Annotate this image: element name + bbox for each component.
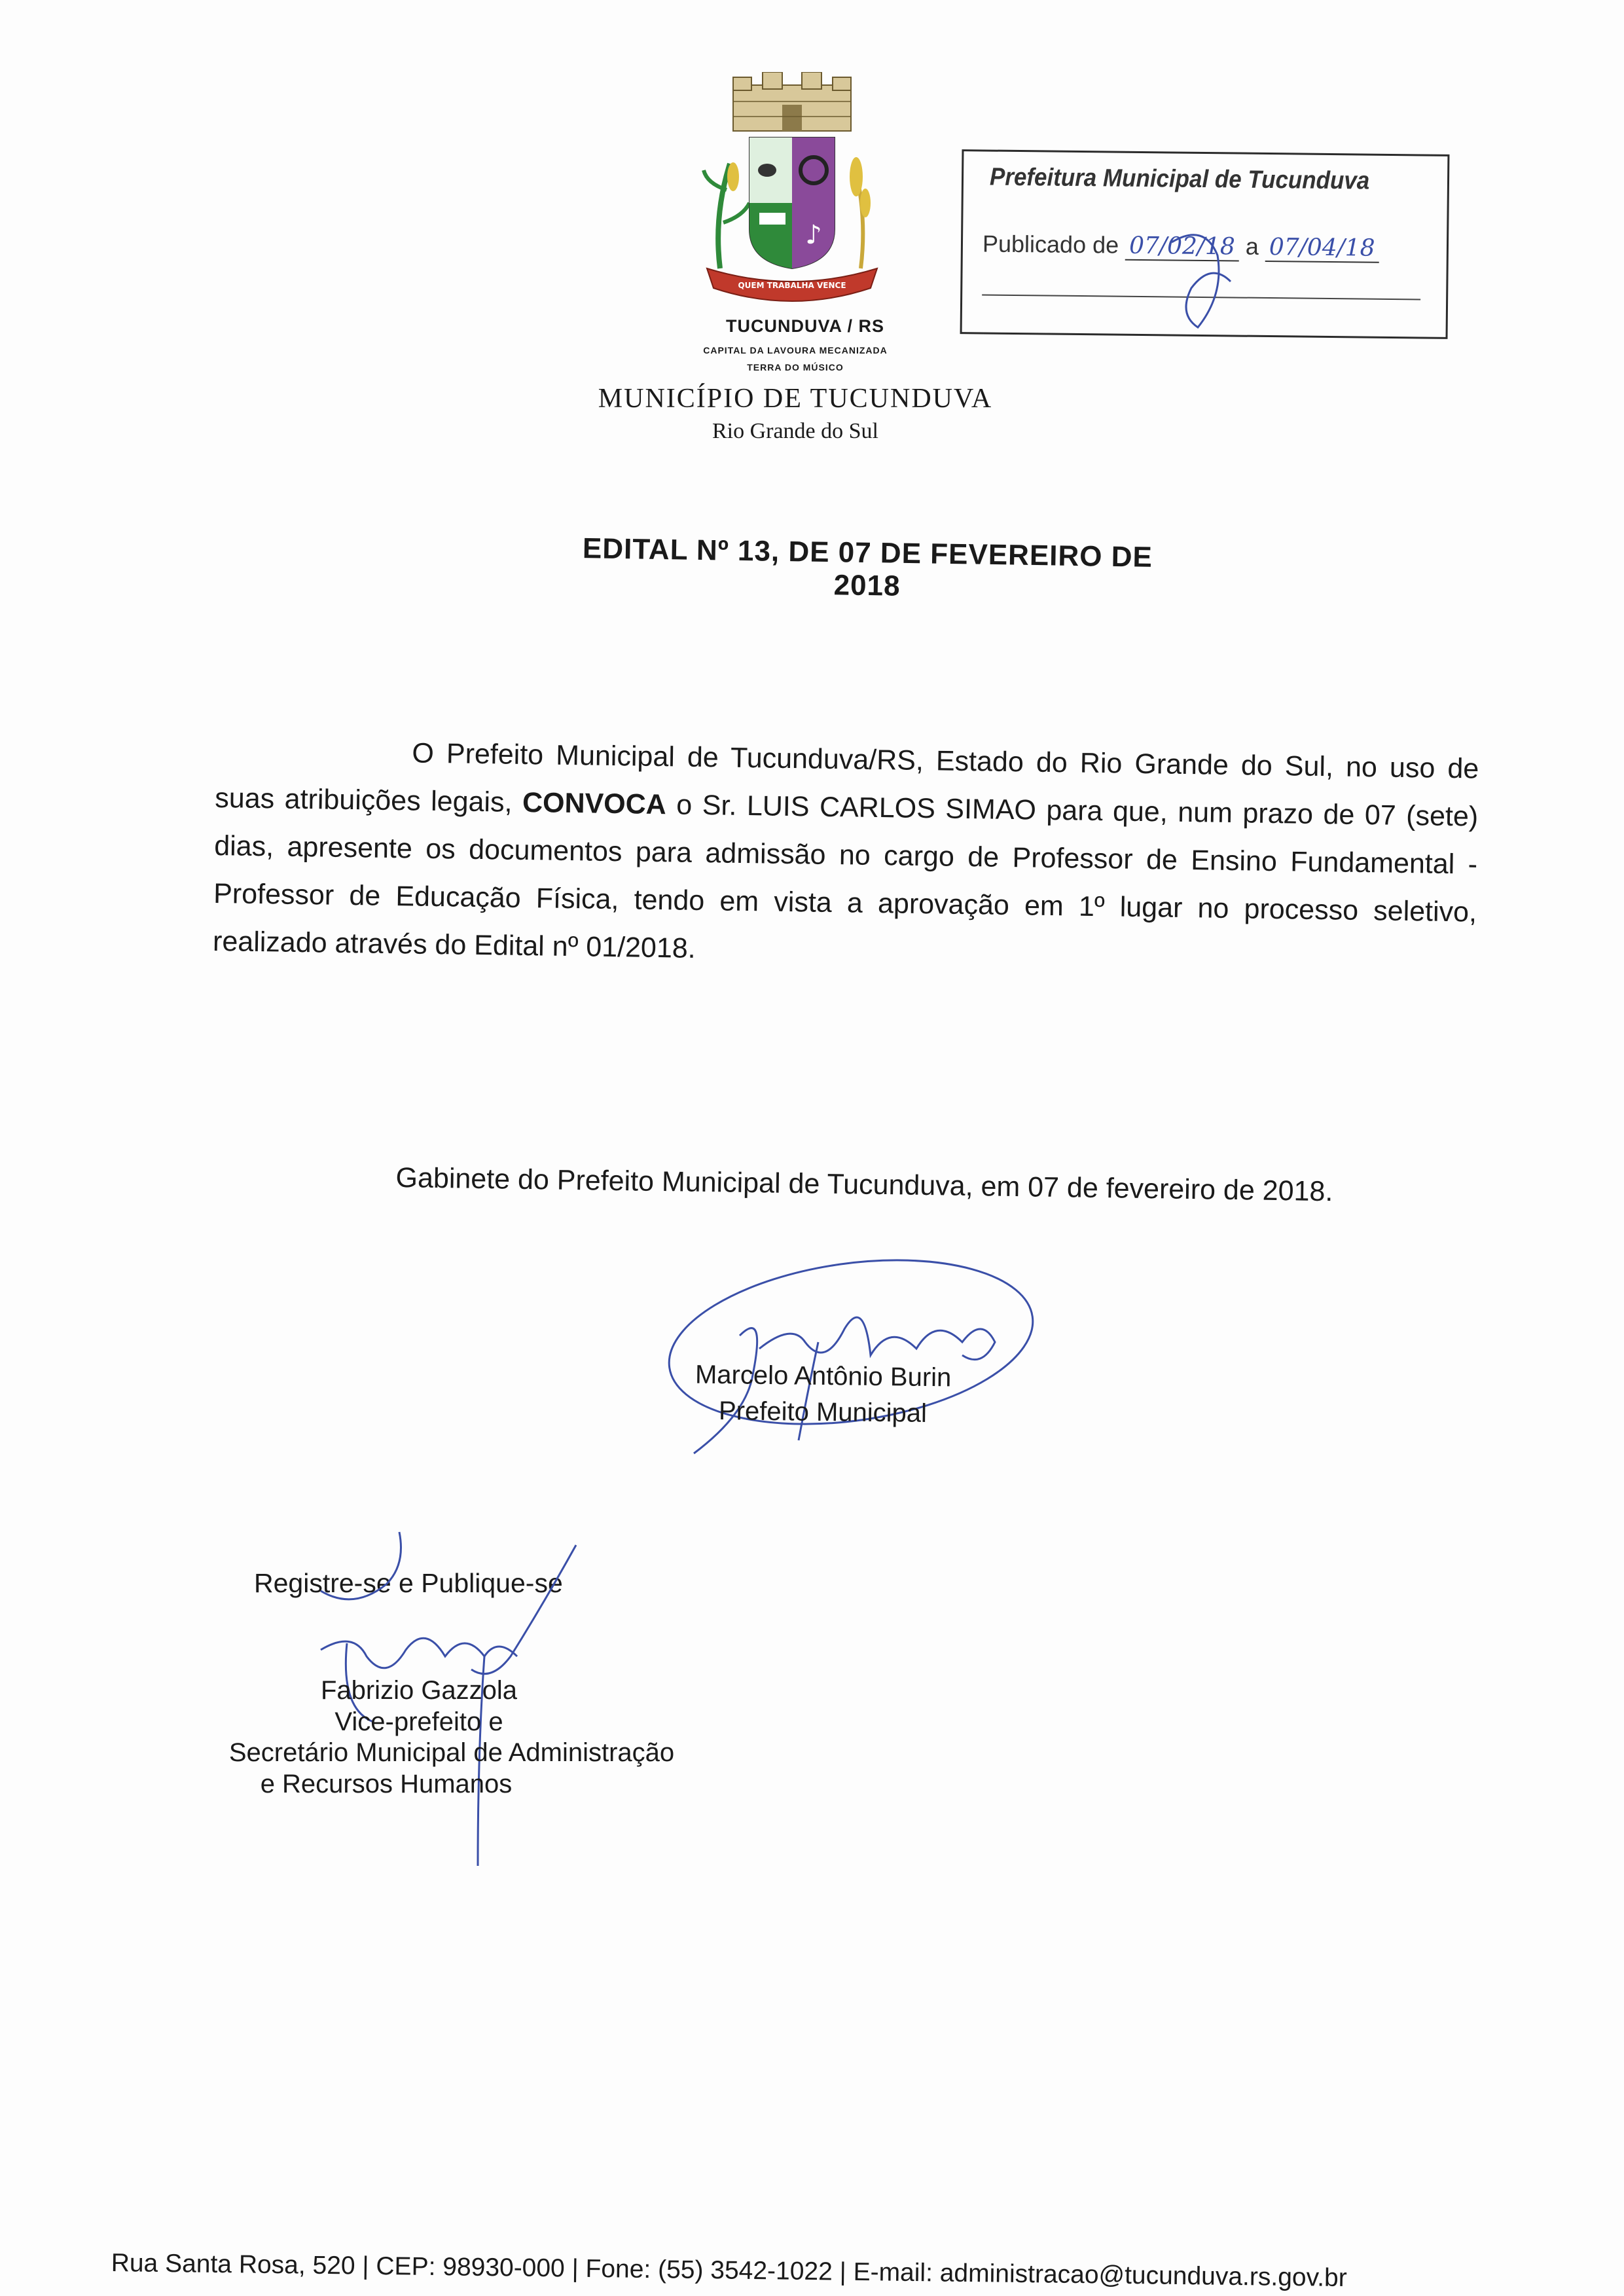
body-text-part2: o Sr. LUIS CARLOS SIMAO para que, num prazo de 07 (sete) dias, apresente os documentos para admissão no cargo de Professor de Ensino Fundamental - Professor de Educação Física, tendo em vista a aprovação em 1º lugar no processo seletivo, realizado através do Edital nº 01/2018. bbox=[212, 789, 1479, 964]
vice-mayor-title-3: e Recursos Humanos bbox=[260, 1770, 513, 1798]
stamp-date-to: 07/04/18 bbox=[1265, 234, 1379, 263]
wheat-icon bbox=[850, 157, 871, 268]
stamp-title: Prefeitura Municipal de Tucunduva bbox=[989, 163, 1370, 195]
stamp-separator: a bbox=[1245, 232, 1259, 260]
body-text-part1: O Prefeito Municipal de Tucunduva/RS, Estado do Rio Grande do Sul, no uso de suas atribuições legais, bbox=[215, 737, 1479, 818]
svg-text:♪: ♪ bbox=[805, 220, 822, 250]
mayor-title: Prefeito Municipal bbox=[718, 1396, 928, 1428]
edital-title: EDITAL Nº 13, DE 07 DE FEVEREIRO DE 2018 bbox=[582, 532, 1153, 602]
stamp-date-from: 07/02/18 bbox=[1125, 232, 1239, 262]
stamp-initials-signature bbox=[1159, 216, 1250, 334]
motto-banner bbox=[707, 268, 877, 301]
vice-mayor-title-2: Secretário Municipal de Administração bbox=[228, 1738, 675, 1767]
tagline-2: TERRA DO MÚSICO bbox=[747, 362, 844, 373]
state-name: Rio Grande do Sul bbox=[712, 419, 879, 443]
footer-contact: Rua Santa Rosa, 520 | CEP: 98930-000 | Fone: (55) 3542-1022 | E-mail: administracao@tucunduva.rs.gov.br bbox=[111, 2249, 1347, 2293]
vice-mayor-title-1: Vice-prefeito e bbox=[334, 1707, 503, 1736]
municipality-title: MUNICÍPIO DE TUCUNDUVA bbox=[598, 384, 993, 414]
city-state-label: TUCUNDUVA / RS bbox=[726, 316, 884, 336]
shield-icon bbox=[749, 137, 835, 268]
body-paragraph bbox=[213, 727, 1479, 985]
mural-crown-icon bbox=[733, 72, 851, 131]
vice-mayor-name: Fabrizio Gazzola bbox=[320, 1676, 518, 1705]
closing-line: Gabinete do Prefeito Municipal de Tucunduva, em 07 de fevereiro de 2018. bbox=[395, 1162, 1333, 1208]
register-publish-line: Registre-se e Publique-se bbox=[254, 1568, 563, 1598]
tagline-1: CAPITAL DA LAVOURA MECANIZADA bbox=[703, 345, 888, 355]
mayor-name: Marcelo Antônio Burin bbox=[695, 1360, 952, 1393]
stamp-published-prefix: Publicado de bbox=[982, 230, 1119, 259]
crest-motto: QUEM TRABALHA VENCE bbox=[738, 281, 846, 290]
corn-plant-icon bbox=[704, 162, 749, 268]
body-text-bold: CONVOCA bbox=[522, 786, 667, 821]
municipal-coat-of-arms bbox=[694, 72, 890, 308]
